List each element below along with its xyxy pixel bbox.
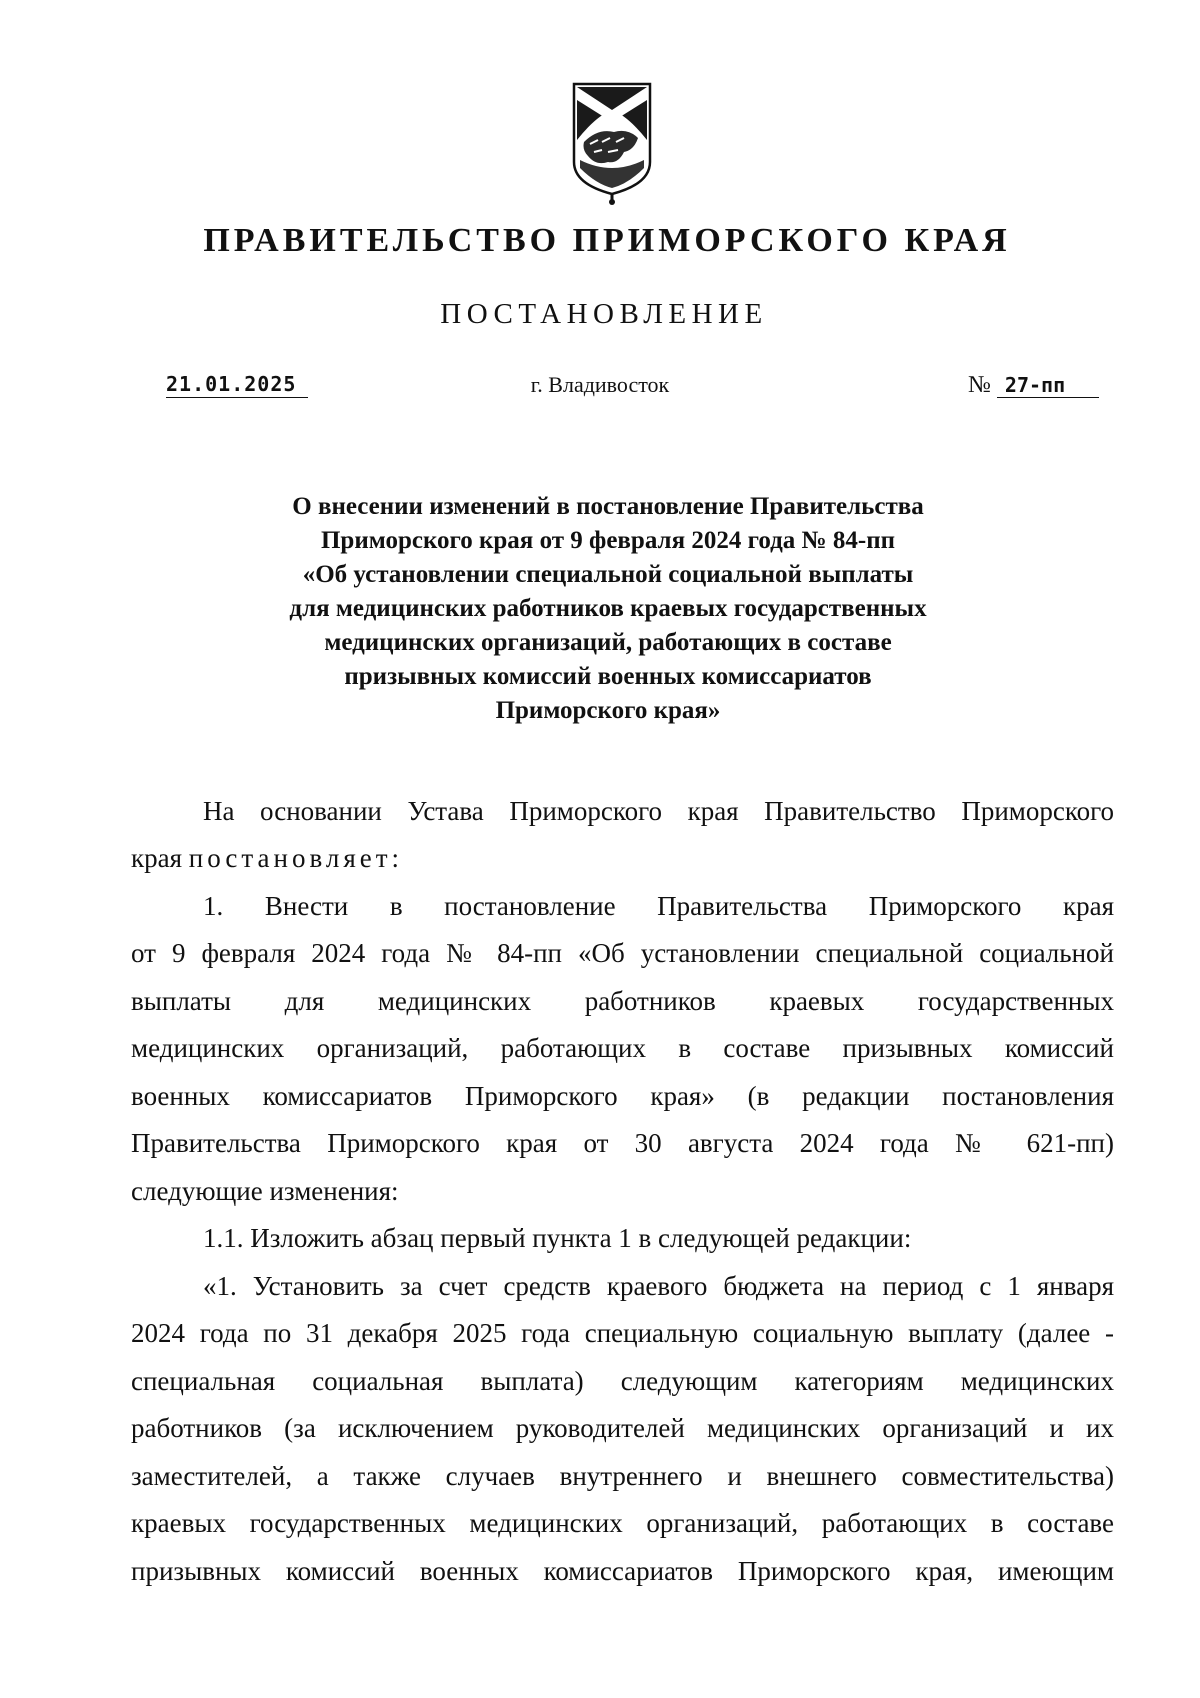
body-line: от 9 февраля 2024 года № 84-пп «Об установлении специальной социальной bbox=[131, 938, 1114, 968]
coat-of-arms-icon bbox=[568, 80, 656, 206]
body-line: выплаты для медицинских работников краевых государственных bbox=[131, 986, 1114, 1016]
document-number bbox=[968, 372, 1099, 399]
body-line: 1.1. Изложить абзац первый пункта 1 в следующей редакции: bbox=[203, 1223, 912, 1253]
document-city: г. Владивосток bbox=[530, 372, 670, 397]
title-line: для медицинских работников краевых государственных bbox=[289, 595, 927, 622]
body-line: специальная социальная выплата) следующим категориям медицинских bbox=[131, 1366, 1114, 1396]
body-line: Правительства Приморского края от 30 августа 2024 года № 621-пп) bbox=[131, 1128, 1114, 1158]
body-line: заместителей, а также случаев внутреннего и внешнего совместительства) bbox=[131, 1461, 1114, 1491]
body-line: 2024 года по 31 декабря 2025 года специальную социальную выплату (далее - bbox=[131, 1318, 1114, 1348]
title-line: медицинских организаций, работающих в составе bbox=[324, 629, 892, 656]
body-text: края bbox=[131, 843, 189, 873]
resolves-word: постановляет: bbox=[188, 843, 404, 873]
document-type: ПОСТАНОВЛЕНИЕ bbox=[440, 298, 768, 330]
body-line: 1. Внести в постановление Правительства Приморского края bbox=[203, 891, 1114, 921]
title-line: «Об установлении специальной социальной выплаты bbox=[302, 561, 914, 588]
body-line: следующие изменения: bbox=[131, 1176, 399, 1206]
organization-title: ПРАВИТЕЛЬСТВО ПРИМОРСКОГО КРАЯ bbox=[203, 222, 1011, 259]
body-line: «1. Установить за счет средств краевого бюджета на период с 1 января bbox=[203, 1271, 1114, 1301]
body-line bbox=[131, 835, 1114, 883]
document-date: 21.01.2025 bbox=[166, 372, 308, 398]
body-line: призывных комиссий военных комиссариатов Приморского края, имеющим bbox=[131, 1556, 1114, 1586]
body-line: краевых государственных медицинских организаций, работающих в составе bbox=[131, 1508, 1114, 1538]
title-line: Приморского края от 9 февраля 2024 года № 84-пп bbox=[320, 527, 896, 554]
number-sign: № bbox=[968, 372, 991, 398]
title-line: Приморского края» bbox=[495, 697, 721, 724]
body-line: медицинских организаций, работающих в составе призывных комиссий bbox=[131, 1033, 1114, 1063]
body-line: военных комиссариатов Приморского края» (в редакции постановления bbox=[131, 1081, 1114, 1111]
number-value: 27-пп bbox=[997, 373, 1099, 398]
title-line: призывных комиссий военных комиссариатов bbox=[344, 663, 872, 690]
document-title bbox=[16, 490, 1200, 728]
body-line: работников (за исключением руководителей медицинских организаций и их bbox=[131, 1413, 1114, 1443]
title-line: О внесении изменений в постановление Правительства bbox=[292, 493, 924, 520]
body-line: На основании Устава Приморского края Правительство Приморского bbox=[203, 796, 1114, 826]
